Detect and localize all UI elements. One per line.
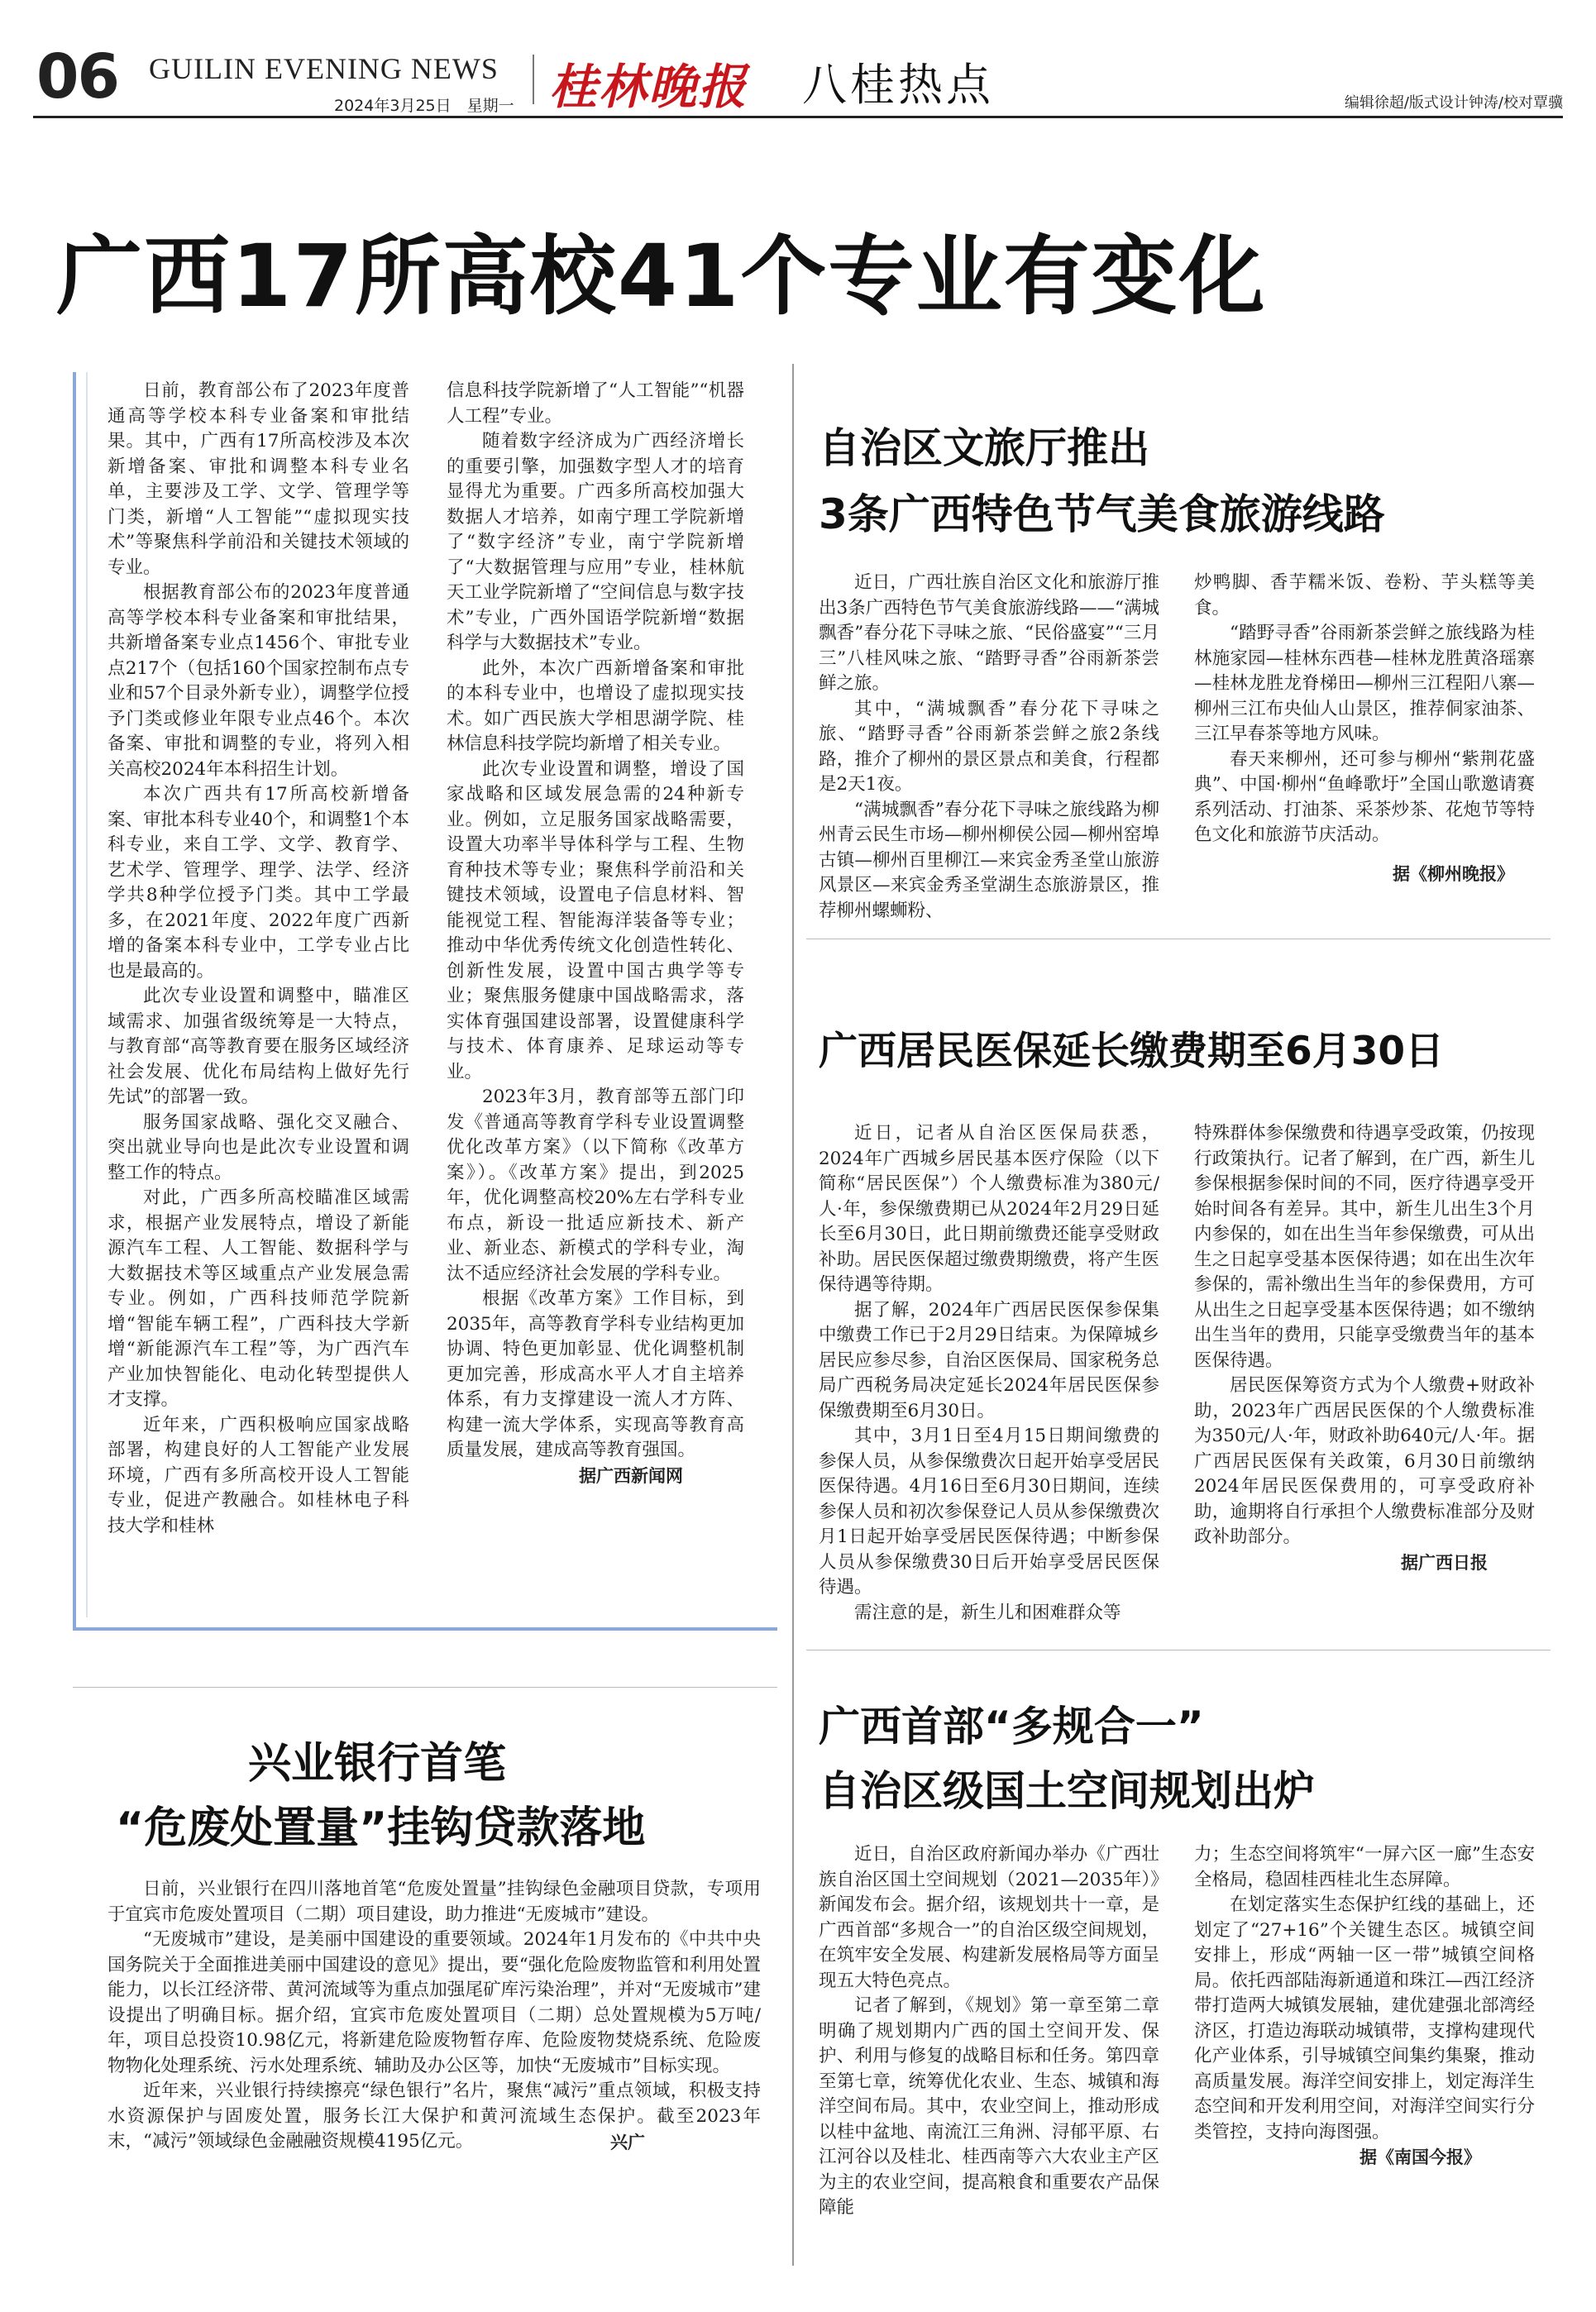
paragraph: 需注意的是，新生儿和困难群众等: [854, 1602, 1121, 1623]
planning-story-title-line2: 自治区级国土空间规划出炉: [819, 1767, 1315, 1815]
paragraph: “满城飘香”春分花下寻味之旅线路为柳州青云民生市场—柳州柳侯公园—柳州窑埠古镇—柳州百里柳江—来宾金秀圣堂山旅游风景区—来宾金秀圣堂湖生态旅游景区，推荐柳州螺蛳粉、: [819, 799, 1159, 921]
story-source: 据《柳州晚报》: [1393, 863, 1514, 884]
medical-story-col1: [819, 1121, 1159, 1626]
planning-story-title-line1: 广西首部“多规合一”: [819, 1703, 1204, 1751]
issue-date: 2024年3月25日 星期一: [334, 97, 514, 115]
paragraph: 近日，广西壮族自治区文化和旅游厅推出3条广西特色节气美食旅游线路——“满城飘香”春分花下寻味之旅、“民俗盛宴”“三月三”八桂风味之旅、“踏野寻香”谷雨新茶尝鲜之旅。: [819, 572, 1159, 694]
header-rule: [33, 116, 1563, 118]
paragraph: 此次专业设置和调整，增设了国家战略和区域发展急需的24种新专业。例如，立足服务国家战略需要，设置大功率半导体科学与工程、生物育种技术等专业；聚焦科学前沿和关键技术领域，设置电子信息材料、智能视觉工程、智能海洋装备等专业；推动中华优秀传统文化创造性转化、创新性发展，设置中国古典学等专业；聚焦服务健康中国战略需求，落实体育强国建设部署，设置健康科学与技术、体育康养、足球运动等专业。: [447, 758, 745, 1082]
story-source: 据广西新闻网: [579, 1465, 683, 1486]
paragraph: 本次广西共有17所高校新增备案、审批本科专业40个，和调整1个本科专业，来自工学、文学、教育学、艺术学、管理学、理学、法学、经济学共8种学位授予门类。其中工学最多，在2021年度、2022年度广西新增的备案本科专业中，工学专业占比也是最高的。: [108, 784, 409, 982]
story-source: 兴广: [610, 2132, 645, 2152]
bank-story-body: [108, 1877, 761, 2155]
paragraph: 近年来，兴业银行持续擦亮“绿色银行”名片，聚焦“减污”重点领域，积极支持水资源保护与固废处置，服务长江大保护和黄河流域生态保护。截至2023年末，“减污”领域绿色金融融资规模4195亿元。: [108, 2080, 761, 2152]
paragraph: 服务国家战略、强化交叉融合、突出就业导向也是此次专业设置和调整工作的特点。: [108, 1111, 409, 1183]
paragraph: 信息科技学院新增了“人工智能”“机器人工程”专业。: [447, 380, 744, 427]
food-story-title-line1: 自治区文旅厅推出: [819, 424, 1149, 472]
bank-story-title-line1: 兴业银行首笔: [248, 1739, 507, 1789]
paragraph: 春天来柳州，还可参与柳州“紫荆花盛典”、中国·柳州“鱼峰歌圩”全国山歌邀请赛系列活动、打油茶、采茶炒茶、花炮节等特色文化和旅游节庆活动。: [1194, 748, 1535, 845]
paragraph: 其中，3月1日至4月15日期间缴费的参保人员，从参保缴费次日起开始享受居民医保待遇。4月16日至6月30日期间，连续参保人员和初次参保登记人员从参保缴费次月1日起开始享受居民医保待遇；中断参保人员从参保缴费30日后开始享受居民医保待遇。: [819, 1426, 1159, 1598]
planning-story-col1: [819, 1842, 1159, 2221]
paragraph: 据了解，2024年广西居民医保参保集中缴费工作已于2月29日结束。为保障城乡居民应参尽参，自治区医保局、国家税务总局广西税务局决定延长2024年居民医保参保缴费期至6月30日。: [819, 1299, 1159, 1421]
paper-name-en: GUILIN EVENING NEWS: [149, 52, 499, 85]
main-headline: 广西17所高校41个专业有变化: [56, 226, 1267, 327]
paragraph: 2023年3月，教育部等五部门印发《普通高等教育学科专业设置调整优化改革方案》（以下简称《改革方案》）。《改革方案》提出，到2025年，优化调整高校20%左右学科专业布点，新设一批适应新技术、新产业、新业态、新模式的学科专业，淘汰不适应经济社会发展的学科专业。: [447, 1087, 744, 1284]
story-source: 据《南国今报》: [1359, 2147, 1481, 2167]
paragraph: 根据《改革方案》工作目标，到2035年，高等教育学科专业结构更加协调、特色更加彰显、优化调整机制更加完善，形成高水平人才自主培养体系，有力支撑建设一流人才方阵、构建一流大学体系，实现高等教育高质量发展，建成高等教育强国。: [447, 1288, 744, 1460]
main-story-col2: [447, 379, 744, 1488]
paragraph: 炒鸭脚、香芋糯米饭、卷粉、芋头糕等美食。: [1194, 572, 1535, 619]
paragraph: 近日，记者从自治区医保局获悉，2024年广西城乡居民基本医疗保险（以下简称“居民医保”）个人缴费标准为380元/人·年，参保缴费期已从2024年2月29日延长至6月30日，此日期前缴费还能享受财政补助。居民医保超过缴费期缴费，将产生医保待遇等待期。: [819, 1123, 1159, 1295]
page-number: 06: [36, 41, 118, 112]
paragraph: 特殊群体参保缴费和待遇享受政策，仍按现行政策执行。记者了解到，在广西，新生儿参保根据参保时间的不同，医疗待遇享受开始时间各有差异。其中，新生儿出生3个月内参保的，如在出生当年参保缴费，可从出生之日起享受基本医保待遇；如在出生次年参保的，需补缴出生当年的参保费用，方可从出生之日起享受基本医保待遇；如不缴纳出生当年的费用，只能享受缴费当年的基本医保待遇。: [1194, 1123, 1535, 1371]
planning-story-col2: [1194, 1842, 1535, 2171]
story-divider: [73, 1687, 777, 1688]
paragraph: 此次专业设置和调整中，瞄准区域需求、加强省级统筹是一大特点，与教育部“高等教育要在服务区域经济社会发展、优化布局结构上做好先行先试”的部署一致。: [108, 986, 409, 1107]
paragraph: 日前，兴业银行在四川落地首笔“危废处置量”挂钩绿色金融项目贷款，专项用于宜宾市危废处置项目（二期）项目建设，助力推进“无废城市”建设。: [108, 1879, 761, 1925]
paragraph: 在划定落实生态保护红线的基础上，还划定了“27+16”个关键生态区。城镇空间安排上，形成“两轴一区一带”城镇空间格局。依托西部陆海新通道和珠江—西江经济带打造两大城镇发展轴，建优建强北部湾经济区，打造边海联动城镇带，支撑构建现代化产业体系，引导城镇空间集约集聚，推动高质量发展。海洋空间安排上，划定海洋生态空间和开发利用空间，对海洋空间实行分类管控，支持向海图强。: [1194, 1894, 1535, 2142]
column-divider: [792, 364, 794, 2266]
paragraph: 记者了解到，《规划》第一章至第二章明确了规划期内广西的国土空间开发、保护、利用与修复的战略目标和任务。第四章至第七章，统筹优化农业、生态、城镇和海洋空间布局。其中，农业空间上，推动形成以桂中盆地、南流江三角洲、浔郁平原、右江河谷以及桂北、桂西南等六大农业主产区为主的农业空间，提高粮食和重要农产品保障能: [819, 1995, 1159, 2218]
paragraph: 此外，本次广西新增备案和审批的本科专业中，也增设了虚拟现实技术。如广西民族大学相思湖学院、桂林信息科技学院均新增了相关专业。: [447, 657, 744, 754]
medical-story-col2: [1194, 1121, 1535, 1575]
paragraph: 其中，“满城飘香”春分花下寻味之旅、“踏野寻香”谷雨新茶尝鲜之旅2条线路，推介了柳州的景区景点和美食，行程都是2天1夜。: [819, 698, 1159, 795]
header-divider: [533, 55, 534, 104]
medical-story-title: 广西居民医保延长缴费期至6月30日: [819, 1029, 1445, 1074]
paragraph: 居民医保筹资方式为个人缴费+财政补助，2023年广西居民医保的个人缴费标准为350元/人·年，财政补助640元/人·年。据广西居民医保有关政策，6月30日前缴纳2024年居民医保费用的，可享受政府补助，逾期将自行承担个人缴费标准部分及财政补助部分。: [1194, 1375, 1535, 1547]
food-story-col1: [819, 571, 1159, 924]
paper-logo: 桂林晚报: [549, 59, 748, 115]
paragraph: 近日，自治区政府新闻办举办《广西壮族自治区国土空间规划（2021—2035年）》新闻发布会。据介绍，该规划共十一章，是广西首部“多规合一”的自治区级空间规划，在筑牢安全发展、构建新发展格局等方面呈现五大特色亮点。: [819, 1844, 1159, 1991]
main-story-col1: [108, 379, 409, 1539]
editor-credits: 编辑徐超/版式设计钟涛/校对覃骥: [1344, 94, 1563, 112]
paragraph: 对此，广西多所高校瞄准区域需求，根据产业发展特点，增设了新能源汽车工程、人工智能、数据科学与大数据技术等区域重点产业发展急需专业。例如，广西科技师范学院新增“智能车辆工程”，广西科技大学新增“新能源汽车工程”等，为广西汽车产业加快智能化、电动化转型提供人才支撑。: [108, 1187, 409, 1410]
bank-story-title-line2: “危废处置量”挂钩贷款落地: [116, 1803, 646, 1853]
paragraph: 根据教育部公布的2023年度普通高等学校本科专业备案和审批结果，共新增备案专业点1456个、审批专业点217个（包括160个国家控制布点专业和57个目录外新专业），调整学位授予门类或修业年限专业点46个。本次备案、审批和调整的专业，将列入相关高校2024年本科招生计划。: [108, 582, 409, 780]
paragraph: 近年来，广西积极响应国家战略部署，构建良好的人工智能产业发展环境，广西有多所高校开设人工智能专业，促进产教融合。如桂林电子科技大学和桂林: [108, 1414, 409, 1536]
paragraph: 随着数字经济成为广西经济增长的重要引擎，加强数字型人才的培育显得尤为重要。广西多所高校加强大数据人才培养，如南宁理工学院新增了“数字经济”专业，南宁学院新增了“大数据管理与应用”专业，桂林航天工业学院新增了“空间信息与数字技术”专业，广西外国语学院新增“数据科学与大数据技术”专业。: [447, 431, 744, 653]
paragraph: “踏野寻香”谷雨新茶尝鲜之旅线路为桂林施家园—桂林东西巷—桂林龙胜黄洛瑶寨—桂林龙胜龙脊梯田—柳州三江程阳八寨—柳州三江布央仙人山景区，推荐侗家油茶、三江早春茶等地方风味。: [1194, 623, 1535, 744]
food-story-col2: [1194, 571, 1535, 886]
paragraph: 日前，教育部公布了2023年度普通高等学校本科专业备案和审批结果。其中，广西有17所高校涉及本次新增备案、审批和调整本科专业名单，主要涉及工学、文学、管理学等门类，新增“人工智能”“虚拟现实技术”等聚焦科学前沿和关键技术领域的专业。: [108, 380, 409, 578]
paragraph: “无废城市”建设，是美丽中国建设的重要领域。2024年1月发布的《中共中央国务院关于全面推进美丽中国建设的意见》提出，要“强化危险废物监管和利用处置能力，以长江经济带、黄河流域等为重点加强尾矿库污染治理”，并对“无废城市”建设提出了明确目标。据介绍，宜宾市危废处置项目（二期）总处置规模为5万吨/年，项目总投资10.98亿元，将新建危险废物暂存库、危险废物焚烧系统、危险废物物化处理系统、污水处理系统、辅助及办公区等，加快“无废城市”目标实现。: [108, 1929, 761, 2076]
food-story-title-line2: 3条广西特色节气美食旅游线路: [819, 490, 1385, 538]
story-source: 据广西日报: [1401, 1552, 1488, 1573]
paragraph: 力；生态空间将筑牢“一屏六区一廊”生态安全格局，稳固桂西桂北生态屏障。: [1194, 1844, 1535, 1890]
section-name: 八桂热点: [802, 59, 994, 111]
